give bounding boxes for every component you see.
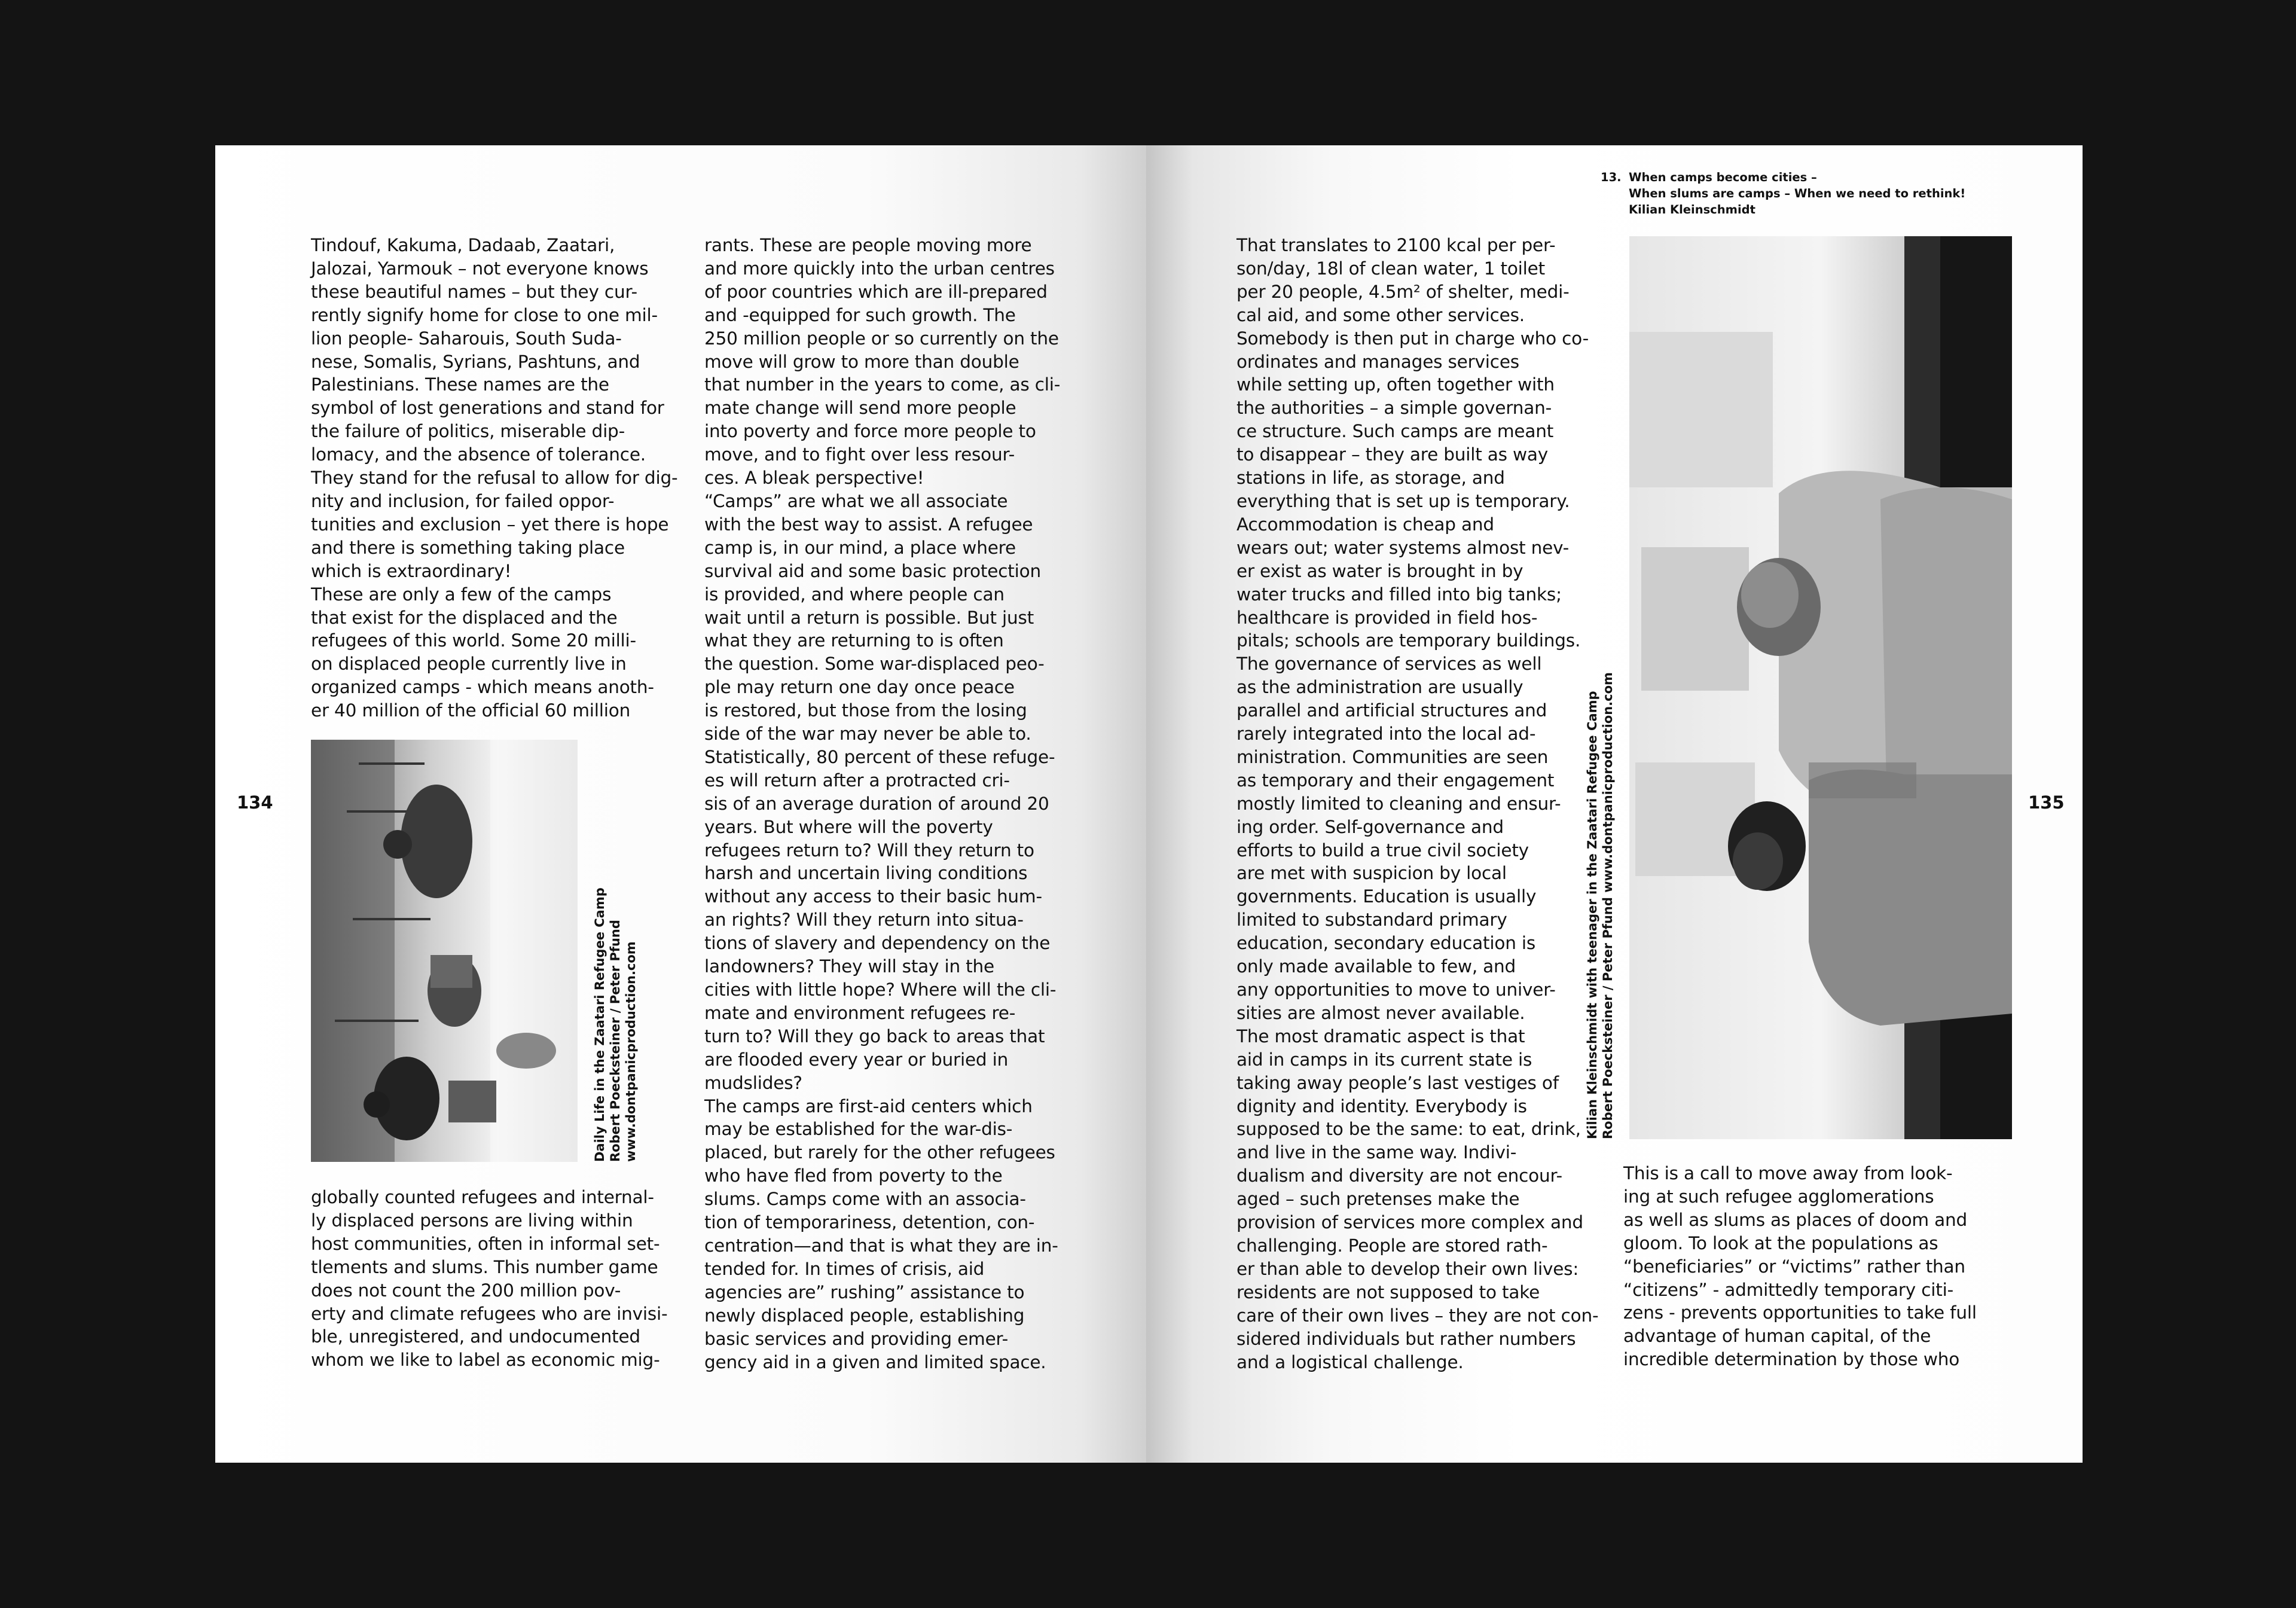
text-line: cal aid, and some other services. (1236, 304, 1525, 325)
text-line: symbol of lost generations and stand for (311, 398, 664, 419)
text-line: son/day, 18l of clean water, 1 toilet (1236, 258, 1545, 279)
text-line: and a logistical challenge. (1236, 1351, 1464, 1372)
text-line: nity and inclusion, for failed oppor- (311, 490, 615, 511)
text-line: are met with suspicion by local (1236, 863, 1507, 884)
text-line: harsh and uncertain living conditions (704, 863, 1028, 884)
text-line: es will return after a protracted cri- (704, 770, 1010, 791)
running-head (1601, 169, 1965, 218)
text-line: of poor countries which are ill-prepared (704, 281, 1048, 302)
text-line: rently signify home for close to one mil- (311, 304, 658, 325)
text-line: stations in life, as storage, and (1236, 468, 1505, 489)
text-line: dualism and diversity are not encour- (1236, 1165, 1562, 1186)
text-line: The governance of services as well (1236, 654, 1542, 675)
text-line: lion people- Saharouis, South Suda- (311, 328, 622, 349)
text-line: without any access to their basic hum- (704, 886, 1042, 907)
text-line: mostly limited to cleaning and ensur- (1236, 793, 1561, 814)
text-line: years. But where will the poverty (704, 816, 993, 837)
text-line: lomacy, and the absence of tolerance. (311, 444, 646, 465)
text-line: to disappear – they are built as way (1236, 444, 1549, 465)
text-line: mate change will send more people (704, 398, 1016, 419)
text-line: organized camps - which means anoth- (311, 677, 654, 698)
text-line: tended for. In times of crisis, aid (704, 1258, 985, 1279)
text-line: move, and to fight over less resour- (704, 444, 1015, 465)
text-line: is restored, but those from the losing (704, 700, 1027, 721)
text-line: landowners? They will stay in the (704, 956, 994, 977)
text-line: refugees of this world. Some 20 milli- (311, 630, 636, 651)
text-line: They stand for the refusal to allow for dig- (311, 468, 678, 489)
text-line: and more quickly into the urban centres (704, 258, 1055, 279)
text-line: are flooded every year or buried in (704, 1049, 1009, 1070)
text-line: tlements and slums. This number game (311, 1256, 658, 1277)
text-line: ces. A bleak perspective! (704, 468, 924, 489)
text-line: per 20 people, 4.5m² of shelter, medi- (1236, 281, 1570, 302)
text-line: refugees return to? Will they return to (704, 840, 1034, 861)
text-line: wears out; water systems almost nev- (1236, 537, 1570, 558)
caption-line: Robert Poecksteiner / Peter Pfund (608, 920, 622, 1162)
text-line: newly displaced people, establishing (704, 1305, 1025, 1326)
text-line: globally counted refugees and internal- (311, 1187, 654, 1207)
text-line: tunities and exclusion – yet there is hope (311, 514, 669, 535)
text-line: basic services and providing emer- (704, 1328, 1009, 1349)
text-line: placed, but rarely for the other refugees (704, 1142, 1055, 1163)
text-line: rants. These are people moving more (704, 235, 1032, 255)
running-head-line: When slums are camps – When we need to rethink! (1629, 187, 1966, 200)
text-line: into poverty and force more people to (704, 421, 1036, 442)
text-line: on displaced people currently live in (311, 654, 627, 675)
text-line: The most dramatic aspect is that (1236, 1026, 1525, 1046)
text-line: Jalozai, Yarmouk – not everyone knows (311, 258, 649, 279)
text-line: education, secondary education is (1236, 933, 1536, 954)
text-line: as the administration are usually (1236, 677, 1523, 698)
text-line: host communities, often in informal set- (311, 1233, 660, 1254)
chapter-number: 13. (1601, 170, 1622, 184)
text-line: Somebody is then put in charge who co- (1236, 328, 1589, 349)
text-line: wait until a return is possible. But just (704, 607, 1034, 628)
text-line: gloom. To look at the populations as (1623, 1232, 1938, 1253)
column-4 (1623, 1162, 1977, 1371)
text-line: challenging. People are stored rath- (1236, 1235, 1548, 1256)
text-line: “beneficiaries” or “victims” rather than (1623, 1256, 1965, 1277)
text-line: agencies are” rushing” assistance to (704, 1281, 1025, 1302)
text-line: what they are returning to is often (704, 630, 1004, 651)
text-line: tion of temporariness, detention, con- (704, 1212, 1035, 1233)
text-line: er exist as water is brought in by (1236, 560, 1523, 581)
text-line: ing order. Self-governance and (1236, 816, 1504, 837)
text-line: these beautiful names – but they cur- (311, 281, 637, 302)
page-number-right: 135 (2028, 792, 2065, 813)
text-line: Statistically, 80 percent of these refuge- (704, 746, 1055, 767)
kleinschmidt-teenager-photo (1629, 236, 2012, 1139)
text-line: ministration. Communities are seen (1236, 746, 1549, 767)
right-photo-caption (1584, 672, 1616, 1139)
column-2 (704, 234, 1060, 1374)
text-line: advantage of human capital, of the (1623, 1326, 1931, 1347)
running-head-line: When camps become cities – (1629, 170, 1817, 184)
text-line: with the best way to assist. A refugee (704, 514, 1033, 535)
text-line: ordinates and manages services (1236, 351, 1519, 372)
text-line: is provided, and where people can (704, 584, 1004, 605)
text-line: and live in the same way. Indivi- (1236, 1142, 1517, 1163)
text-line: provision of services more complex and (1236, 1212, 1583, 1233)
text-line: erty and climate refugees who are invisi- (311, 1303, 668, 1324)
text-line: survival aid and some basic protection (704, 560, 1041, 581)
text-line: er than able to develop their own lives: (1236, 1258, 1579, 1279)
caption-line: www.dontpanicproduction.com (624, 941, 638, 1162)
text-line: that number in the years to come, as cli- (704, 374, 1061, 395)
text-line: residents are not supposed to take (1236, 1281, 1540, 1302)
text-line: dignity and identity. Everybody is (1236, 1096, 1527, 1116)
text-line: Tindouf, Kakuma, Dadaab, Zaatari, (311, 235, 615, 255)
text-line: efforts to build a true civil society (1236, 840, 1529, 861)
text-line: move will grow to more than double (704, 351, 1019, 372)
text-line: limited to substandard primary (1236, 910, 1507, 930)
text-line: nese, Somalis, Syrians, Pashtuns, and (311, 351, 640, 372)
text-line: which is extraordinary! (311, 560, 512, 581)
text-line: “citizens” - admittedly temporary citi- (1623, 1279, 1954, 1300)
caption-line: Daily Life in the Zaatari Refugee Camp (593, 887, 607, 1162)
text-line: ble, unregistered, and undocumented (311, 1326, 640, 1347)
text-line: mate and environment refugees re- (704, 1002, 1016, 1023)
text-line: the authorities – a simple governan- (1236, 398, 1552, 419)
text-line: everything that is set up is temporary. (1236, 490, 1570, 511)
text-line: This is a call to move away from look- (1623, 1163, 1953, 1183)
text-line: an rights? Will they return into situa- (704, 910, 1024, 930)
text-line: pitals; schools are temporary buildings. (1236, 630, 1581, 651)
text-line: the failure of politics, miserable dip- (311, 421, 625, 442)
column-1-top (311, 234, 677, 722)
text-line: That translates to 2100 kcal per per- (1236, 235, 1556, 255)
text-line: while setting up, often together with (1236, 374, 1555, 395)
text-line: taking away people’s last vestiges of (1236, 1072, 1559, 1093)
text-line: governments. Education is usually (1236, 886, 1537, 907)
text-line: aged – such pretenses make the (1236, 1189, 1520, 1210)
text-line: turn to? Will they go back to areas that (704, 1026, 1045, 1046)
text-line: any opportunities to move to univer- (1236, 980, 1556, 1000)
page-number-left: 134 (237, 792, 273, 813)
text-line: tions of slavery and dependency on the (704, 933, 1051, 954)
text-line: care of their own lives – they are not con- (1236, 1305, 1599, 1326)
text-line: that exist for the displaced and the (311, 607, 618, 628)
text-line: who have fled from poverty to the (704, 1165, 1003, 1186)
text-line: does not count the 200 million pov- (311, 1280, 621, 1301)
caption-line: Robert Poecksteiner / Peter Pfund www.dontpanicproduction.com (1601, 672, 1615, 1139)
text-line: These are only a few of the camps (311, 584, 612, 605)
text-line: camp is, in our mind, a place where (704, 537, 1016, 558)
text-line: ple may return one day once peace (704, 677, 1015, 698)
running-head-line: Kilian Kleinschmidt (1629, 203, 1755, 216)
text-line: cities with little hope? Where will the cli- (704, 980, 1057, 1000)
column-1-bottom (311, 1186, 667, 1372)
text-line: er 40 million of the official 60 million (311, 700, 631, 721)
text-line: ing at such refugee agglomerations (1623, 1186, 1934, 1207)
text-line: sis of an average duration of around 20 (704, 793, 1049, 814)
text-line: The camps are first-aid centers which (704, 1096, 1033, 1116)
camp-daily-life-photo (311, 740, 578, 1162)
caption-line: Kilian Kleinschmidt with teenager in the Zaatari Refugee Camp (1585, 691, 1599, 1139)
column-3 (1236, 234, 1598, 1374)
text-line: rarely integrated into the local ad- (1236, 724, 1536, 744)
text-line: supposed to be the same: to eat, drink, (1236, 1119, 1581, 1140)
text-line: whom we like to label as economic mig- (311, 1350, 660, 1371)
text-line: centration—and that is what they are in- (704, 1235, 1058, 1256)
text-line: incredible determination by those who (1623, 1349, 1960, 1370)
text-line: and -equipped for such growth. The (704, 304, 1016, 325)
text-line: parallel and artificial structures and (1236, 700, 1547, 721)
text-line: side of the war may never be able to. (704, 724, 1031, 744)
text-line: only made available to few, and (1236, 956, 1516, 977)
text-line: aid in camps in its current state is (1236, 1049, 1532, 1070)
text-line: may be established for the war-dis- (704, 1119, 1013, 1140)
text-line: as well as slums as places of doom and (1623, 1209, 1968, 1230)
text-line: zens - prevents opportunities to take full (1623, 1302, 1977, 1323)
text-line: ce structure. Such camps are meant (1236, 421, 1554, 442)
text-line: water trucks and filled into big tanks; (1236, 584, 1562, 605)
text-line: ly displaced persons are living within (311, 1210, 633, 1231)
text-line: slums. Camps come with an associa- (704, 1189, 1026, 1210)
text-line: healthcare is provided in field hos- (1236, 607, 1538, 628)
text-line: the question. Some war-displaced peo- (704, 654, 1045, 675)
text-line: as temporary and their engagement (1236, 770, 1555, 791)
left-photo-caption (592, 887, 639, 1162)
text-line: 250 million people or so currently on the (704, 328, 1059, 349)
text-line: “Camps” are what we all associate (704, 490, 1008, 511)
text-line: sities are almost never available. (1236, 1002, 1525, 1023)
text-line: mudslides? (704, 1072, 802, 1093)
text-line: and there is something taking place (311, 537, 625, 558)
text-line: Accommodation is cheap and (1236, 514, 1494, 535)
text-line: Palestinians. These names are the (311, 374, 609, 395)
text-line: sidered individuals but rather numbers (1236, 1328, 1576, 1349)
text-line: gency aid in a given and limited space. (704, 1351, 1046, 1372)
